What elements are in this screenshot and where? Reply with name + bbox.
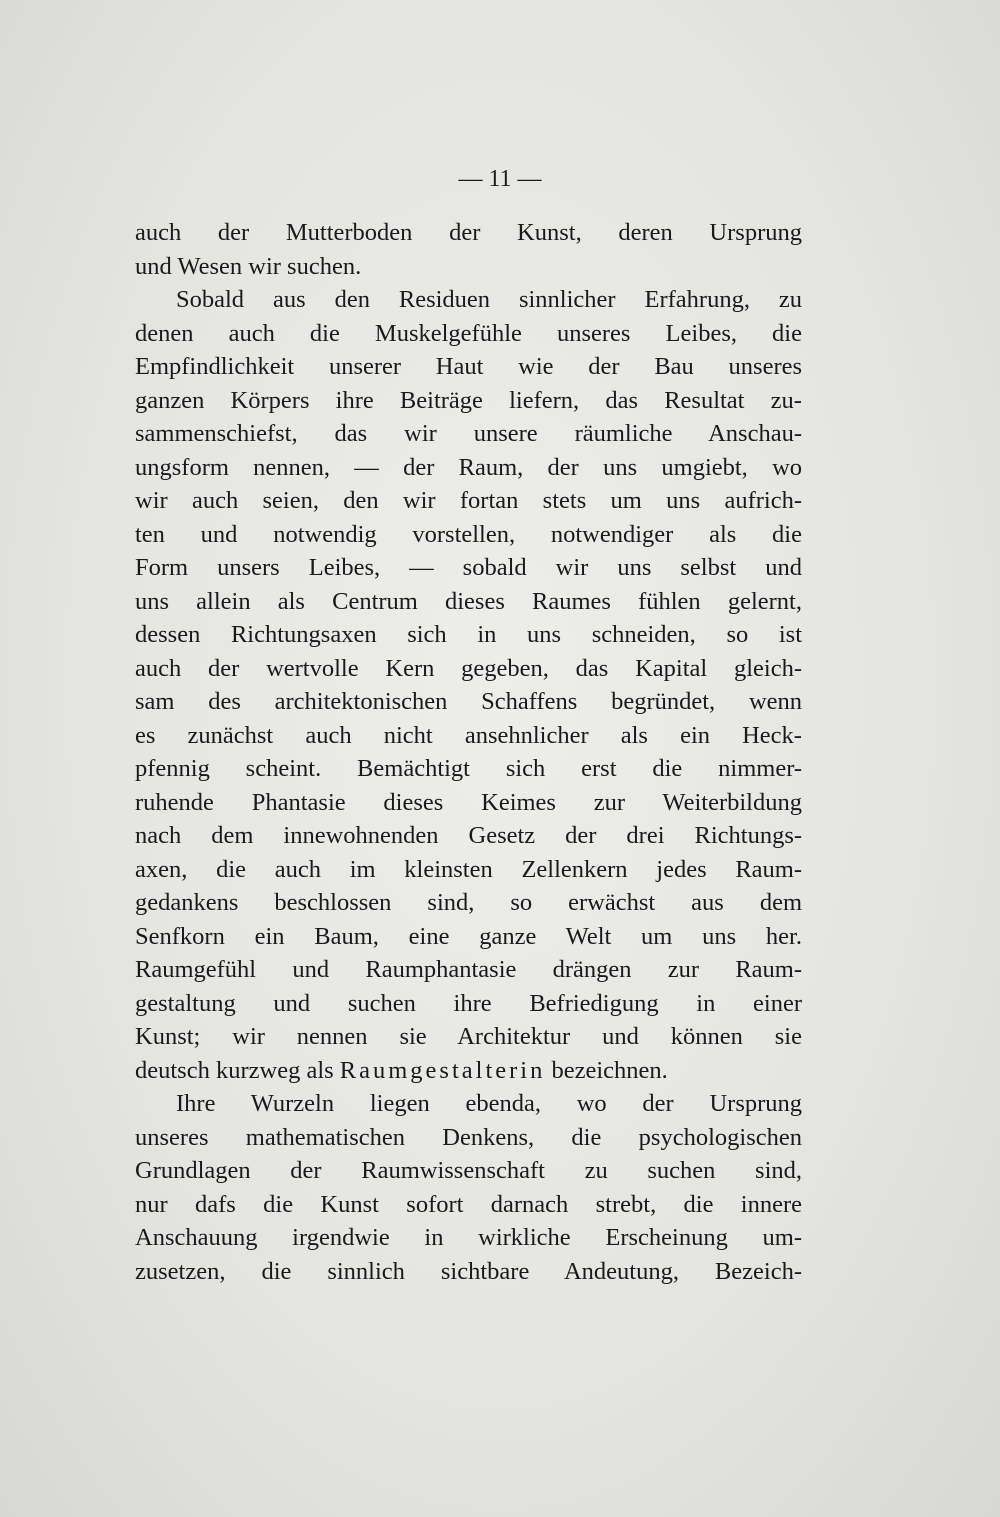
text-line bbox=[135, 1154, 802, 1188]
text-line bbox=[135, 216, 802, 250]
text-line-content bbox=[135, 688, 802, 715]
text-line-content bbox=[135, 487, 802, 514]
line-text: dessen Richtungsaxen sich in uns schneiden, so ist bbox=[135, 621, 803, 648]
line-text-after: bezeichnen. bbox=[551, 1056, 668, 1084]
line-text: Senfkorn ein Baum, eine ganze Welt um uns her. bbox=[135, 922, 802, 950]
line-text: denen auch die Muskelgefühle unseres Leibes, die bbox=[135, 319, 802, 347]
line-text: auch der wertvolle Kern gegeben, das Kapital gleich- bbox=[135, 654, 802, 682]
text-line-content bbox=[135, 253, 361, 280]
text-line-content bbox=[135, 923, 802, 950]
text-line bbox=[135, 1054, 802, 1088]
body-text bbox=[135, 216, 802, 1288]
text-line-content bbox=[135, 1023, 802, 1050]
text-line bbox=[135, 250, 802, 284]
text-line bbox=[135, 685, 802, 719]
line-text: ten und notwendig vorstellen, notwendiger als die bbox=[135, 520, 802, 548]
text-line-content bbox=[135, 755, 802, 782]
text-line bbox=[135, 1087, 802, 1121]
line-text: wir auch seien, den wir fortan stets um uns aufrich- bbox=[135, 487, 802, 514]
text-line-content bbox=[135, 789, 802, 816]
text-line bbox=[135, 987, 802, 1021]
text-line bbox=[135, 451, 802, 485]
text-line-content bbox=[135, 1124, 802, 1151]
emphasized-term: Raumgestalterin bbox=[339, 1056, 546, 1084]
line-text: sam des architektonischen Schaffens begründet, wenn bbox=[135, 688, 803, 715]
text-line bbox=[135, 551, 802, 585]
text-line-content bbox=[135, 1191, 802, 1218]
text-line bbox=[135, 283, 802, 317]
line-text: deutsch kurzweg als bbox=[135, 1056, 334, 1084]
text-line-content bbox=[135, 521, 802, 548]
line-text: zusetzen, die sinnlich sichtbare Andeutung, Bezeich- bbox=[135, 1257, 802, 1285]
text-line bbox=[135, 1221, 802, 1255]
text-line-content bbox=[135, 956, 802, 983]
text-line-content bbox=[135, 822, 802, 849]
text-line bbox=[135, 752, 802, 786]
text-line bbox=[135, 953, 802, 987]
text-line bbox=[135, 652, 802, 686]
line-text: Anschauung irgendwie in wirkliche Erscheinung um- bbox=[135, 1224, 802, 1251]
line-text: nur dafs die Kunst sofort darnach strebt, die innere bbox=[135, 1190, 803, 1218]
text-line-content bbox=[176, 286, 802, 313]
line-text: pfennig scheint. Bemächtigt sich erst die nimmer- bbox=[135, 755, 803, 782]
text-line bbox=[135, 618, 802, 652]
line-text: Sobald aus den Residuen sinnlicher Erfahrung, zu bbox=[176, 286, 802, 313]
text-line bbox=[135, 1121, 802, 1155]
text-line bbox=[135, 350, 802, 384]
text-line-content bbox=[135, 420, 802, 447]
line-text: gedankens beschlossen sind, so erwächst aus dem bbox=[135, 889, 803, 916]
text-line bbox=[135, 1188, 802, 1222]
line-text: gestaltung und suchen ihre Befriedigung in einer bbox=[135, 989, 802, 1017]
text-line-content bbox=[135, 856, 802, 883]
line-text: Kunst; wir nennen sie Architektur und können sie bbox=[135, 1023, 802, 1050]
text-line bbox=[135, 786, 802, 820]
text-line bbox=[135, 1255, 802, 1289]
text-line bbox=[135, 384, 802, 418]
line-text: nach dem innewohnenden Gesetz der drei Richtungs- bbox=[135, 822, 803, 849]
line-text: Raumgefühl und Raumphantasie drängen zur Raum- bbox=[135, 956, 803, 983]
text-line-content bbox=[135, 655, 802, 682]
text-line bbox=[135, 417, 802, 451]
text-line-content bbox=[135, 1258, 802, 1285]
text-line bbox=[135, 719, 802, 753]
line-text: Grundlagen der Raumwissenschaft zu suchen sind, bbox=[135, 1157, 803, 1184]
text-line bbox=[135, 585, 802, 619]
text-line bbox=[135, 518, 802, 552]
text-line-content bbox=[135, 353, 802, 380]
text-line-content bbox=[135, 554, 802, 581]
line-text: ungsform nennen, — der Raum, der uns umgiebt, wo bbox=[135, 453, 803, 481]
line-text: es zunächst auch nicht ansehnlicher als ein Heck- bbox=[135, 721, 802, 749]
line-text: ruhende Phantasie dieses Keimes zur Weiterbildung bbox=[135, 788, 802, 816]
text-line-content bbox=[135, 990, 802, 1017]
line-text: Empfindlichkeit unserer Haut wie der Bau unseres bbox=[135, 353, 803, 380]
text-line bbox=[135, 920, 802, 954]
text-line-content bbox=[135, 588, 802, 615]
text-line-content bbox=[176, 1090, 802, 1117]
line-text: auch der Mutterboden der Kunst, deren Ursprung bbox=[135, 219, 802, 246]
line-text: sammenschiefst, das wir unsere räumliche Anschau- bbox=[135, 420, 802, 447]
line-text: Ihre Wurzeln liegen ebenda, wo der Ursprung bbox=[176, 1090, 803, 1117]
text-line bbox=[135, 886, 802, 920]
text-line-content bbox=[135, 1224, 802, 1251]
text-line-content bbox=[135, 722, 802, 749]
text-line-content bbox=[135, 621, 802, 648]
page-number: — 11 — bbox=[458, 166, 542, 192]
line-text: Form unsers Leibes, — sobald wir uns selbst und bbox=[135, 554, 802, 581]
line-text: unseres mathematischen Denkens, die psychologischen bbox=[135, 1123, 802, 1151]
line-text: und Wesen wir suchen. bbox=[135, 252, 362, 280]
text-line bbox=[135, 1020, 802, 1054]
text-line-content bbox=[135, 454, 802, 481]
text-line-content bbox=[135, 889, 802, 916]
text-line-content bbox=[135, 219, 802, 246]
text-line-content bbox=[135, 1157, 802, 1184]
text-line-content bbox=[135, 320, 802, 347]
text-line-content bbox=[135, 1057, 668, 1084]
line-text: ganzen Körpers ihre Beiträge liefern, das Resultat zu- bbox=[135, 386, 802, 414]
text-line bbox=[135, 853, 802, 887]
line-text: uns allein als Centrum dieses Raumes fühlen gelernt, bbox=[135, 587, 802, 615]
text-line bbox=[135, 484, 802, 518]
text-line bbox=[135, 317, 802, 351]
text-line-content bbox=[135, 387, 802, 414]
text-line bbox=[135, 819, 802, 853]
line-text: axen, die auch im kleinsten Zellenkern jedes Raum- bbox=[135, 855, 803, 883]
